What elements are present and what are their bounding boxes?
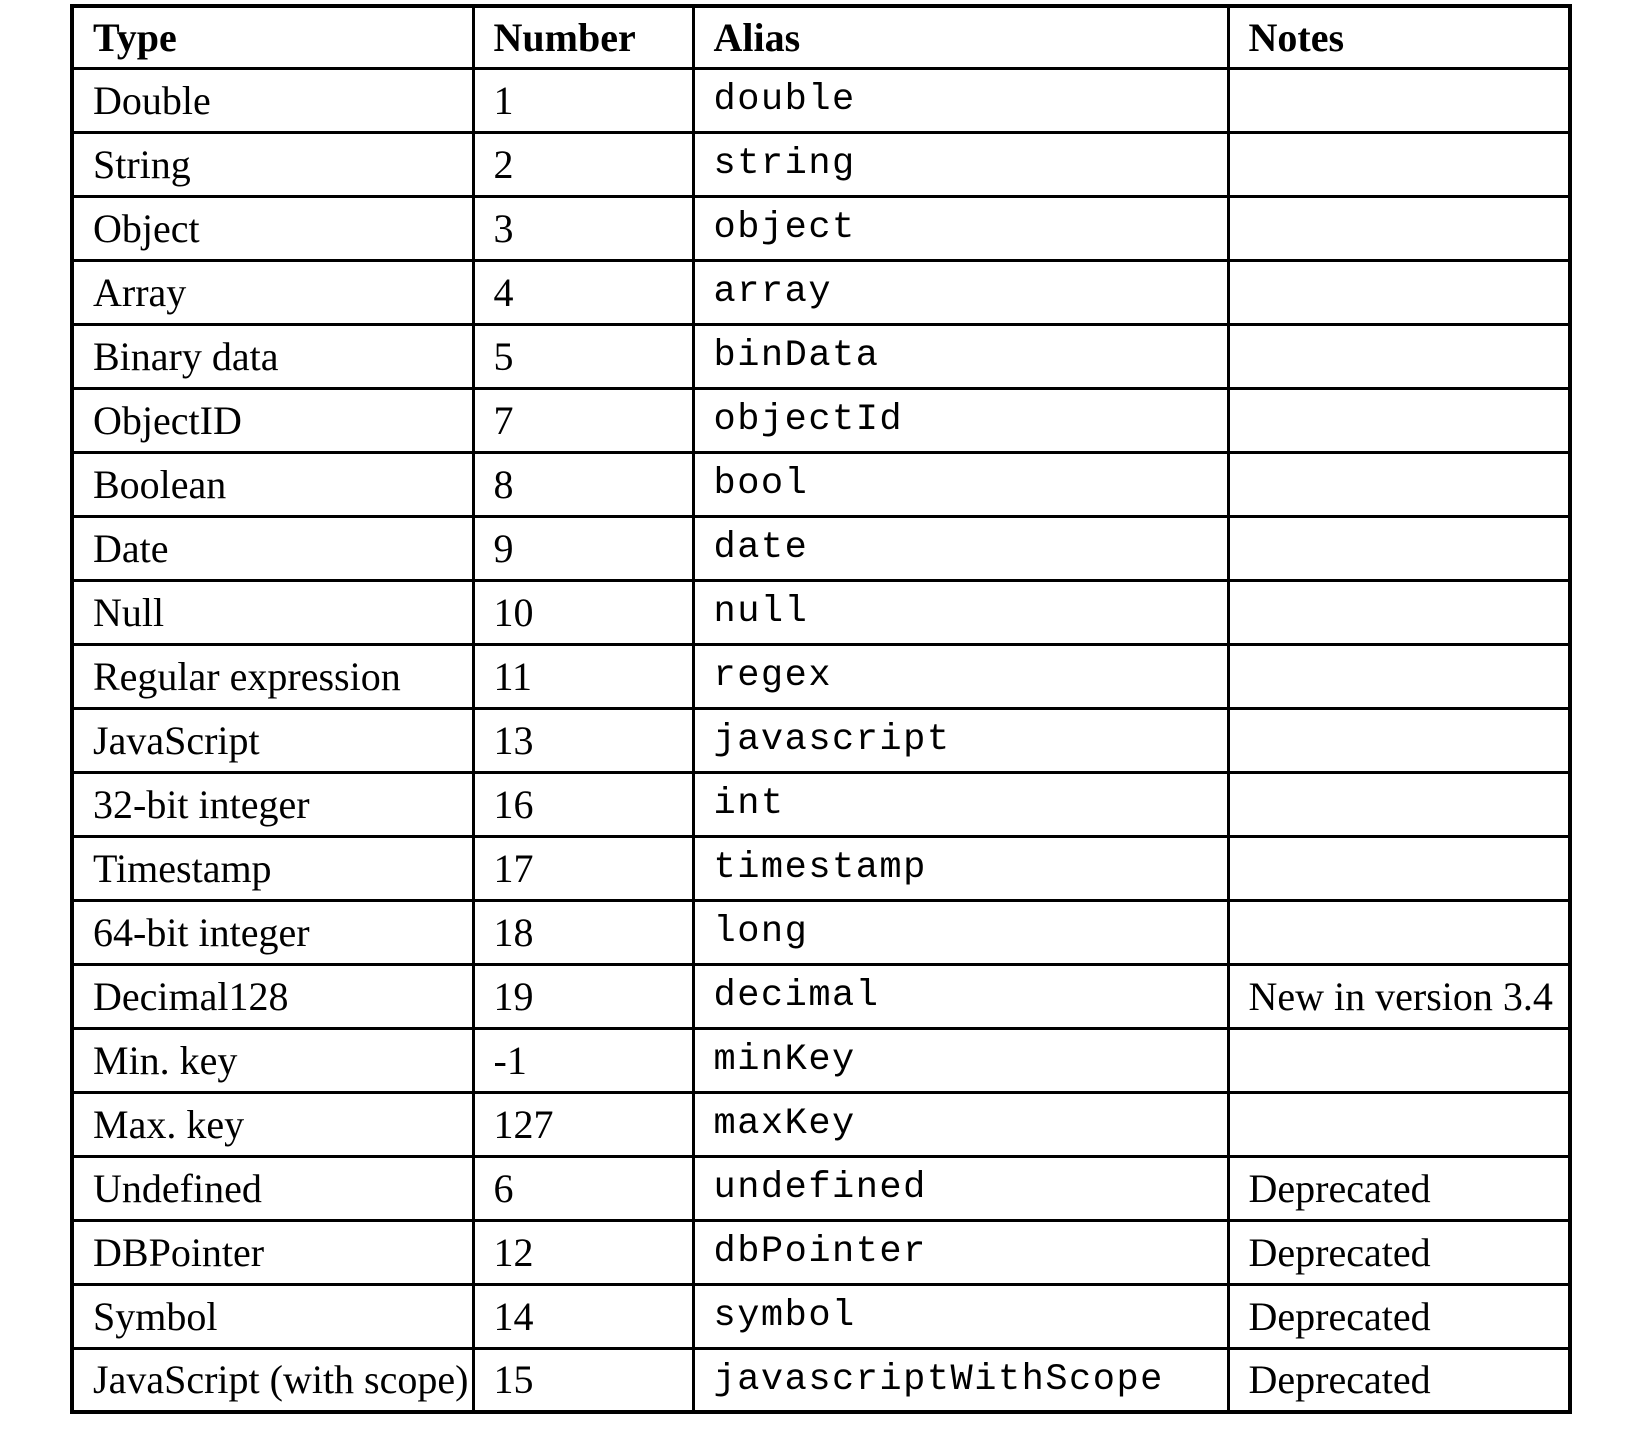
type-cell: Min. key <box>72 1028 473 1092</box>
type-cell: Max. key <box>72 1092 473 1156</box>
column-header-alias: Alias <box>693 6 1228 68</box>
table-body <box>72 68 1570 1412</box>
table-row <box>72 1028 1570 1092</box>
notes-cell <box>1228 452 1570 516</box>
alias-cell: null <box>693 580 1228 644</box>
table-row <box>72 452 1570 516</box>
alias-cell: javascript <box>693 708 1228 772</box>
alias-cell: array <box>693 260 1228 324</box>
notes-cell <box>1228 900 1570 964</box>
number-cell: -1 <box>473 1028 693 1092</box>
number-cell: 13 <box>473 708 693 772</box>
number-cell: 9 <box>473 516 693 580</box>
table-row <box>72 900 1570 964</box>
type-cell: 32-bit integer <box>72 772 473 836</box>
notes-cell <box>1228 68 1570 132</box>
table-row <box>72 260 1570 324</box>
table-row <box>72 132 1570 196</box>
type-cell: Null <box>72 580 473 644</box>
notes-cell: Deprecated <box>1228 1284 1570 1348</box>
type-cell: JavaScript (with scope) <box>72 1348 473 1412</box>
notes-cell <box>1228 708 1570 772</box>
alias-cell: maxKey <box>693 1092 1228 1156</box>
type-cell: Timestamp <box>72 836 473 900</box>
type-cell: Date <box>72 516 473 580</box>
notes-cell: Deprecated <box>1228 1348 1570 1412</box>
notes-cell <box>1228 644 1570 708</box>
table-row <box>72 1220 1570 1284</box>
type-cell: Binary data <box>72 324 473 388</box>
table-row <box>72 1156 1570 1220</box>
number-cell: 19 <box>473 964 693 1028</box>
type-cell: ObjectID <box>72 388 473 452</box>
number-cell: 3 <box>473 196 693 260</box>
table-row <box>72 1348 1570 1412</box>
number-cell: 6 <box>473 1156 693 1220</box>
type-cell: Boolean <box>72 452 473 516</box>
type-cell: String <box>72 132 473 196</box>
alias-cell: decimal <box>693 964 1228 1028</box>
type-cell: Array <box>72 260 473 324</box>
number-cell: 4 <box>473 260 693 324</box>
number-cell: 12 <box>473 1220 693 1284</box>
number-cell: 11 <box>473 644 693 708</box>
type-cell: Double <box>72 68 473 132</box>
notes-cell <box>1228 836 1570 900</box>
type-cell: Regular expression <box>72 644 473 708</box>
table-row <box>72 1284 1570 1348</box>
type-cell: Undefined <box>72 1156 473 1220</box>
alias-cell: string <box>693 132 1228 196</box>
alias-cell: date <box>693 516 1228 580</box>
notes-cell <box>1228 324 1570 388</box>
number-cell: 127 <box>473 1092 693 1156</box>
alias-cell: binData <box>693 324 1228 388</box>
alias-cell: minKey <box>693 1028 1228 1092</box>
number-cell: 15 <box>473 1348 693 1412</box>
bson-types-table <box>70 4 1572 1414</box>
notes-cell <box>1228 388 1570 452</box>
alias-cell: regex <box>693 644 1228 708</box>
alias-cell: int <box>693 772 1228 836</box>
type-cell: JavaScript <box>72 708 473 772</box>
table-row <box>72 68 1570 132</box>
notes-cell: Deprecated <box>1228 1220 1570 1284</box>
notes-cell <box>1228 132 1570 196</box>
alias-cell: object <box>693 196 1228 260</box>
number-cell: 8 <box>473 452 693 516</box>
number-cell: 14 <box>473 1284 693 1348</box>
type-cell: DBPointer <box>72 1220 473 1284</box>
number-cell: 16 <box>473 772 693 836</box>
alias-cell: long <box>693 900 1228 964</box>
number-cell: 17 <box>473 836 693 900</box>
alias-cell: timestamp <box>693 836 1228 900</box>
table-row <box>72 836 1570 900</box>
notes-cell <box>1228 516 1570 580</box>
notes-cell: Deprecated <box>1228 1156 1570 1220</box>
notes-cell <box>1228 772 1570 836</box>
alias-cell: double <box>693 68 1228 132</box>
table-row <box>72 1092 1570 1156</box>
alias-cell: undefined <box>693 1156 1228 1220</box>
number-cell: 7 <box>473 388 693 452</box>
table-row <box>72 388 1570 452</box>
type-cell: 64-bit integer <box>72 900 473 964</box>
notes-cell <box>1228 580 1570 644</box>
column-header-notes: Notes <box>1228 6 1570 68</box>
table-row <box>72 516 1570 580</box>
table-row <box>72 772 1570 836</box>
type-cell: Decimal128 <box>72 964 473 1028</box>
number-cell: 5 <box>473 324 693 388</box>
table-row <box>72 708 1570 772</box>
alias-cell: javascriptWithScope <box>693 1348 1228 1412</box>
table-row <box>72 644 1570 708</box>
alias-cell: dbPointer <box>693 1220 1228 1284</box>
table-row <box>72 324 1570 388</box>
notes-cell <box>1228 1028 1570 1092</box>
notes-cell <box>1228 260 1570 324</box>
table-row <box>72 580 1570 644</box>
alias-cell: symbol <box>693 1284 1228 1348</box>
notes-cell <box>1228 1092 1570 1156</box>
notes-cell: New in version 3.4 <box>1228 964 1570 1028</box>
table-row <box>72 964 1570 1028</box>
number-cell: 10 <box>473 580 693 644</box>
column-header-type: Type <box>72 6 473 68</box>
header-row <box>72 6 1570 68</box>
column-header-number: Number <box>473 6 693 68</box>
type-cell: Symbol <box>72 1284 473 1348</box>
number-cell: 2 <box>473 132 693 196</box>
table-row <box>72 196 1570 260</box>
alias-cell: bool <box>693 452 1228 516</box>
type-cell: Object <box>72 196 473 260</box>
number-cell: 1 <box>473 68 693 132</box>
alias-cell: objectId <box>693 388 1228 452</box>
number-cell: 18 <box>473 900 693 964</box>
notes-cell <box>1228 196 1570 260</box>
